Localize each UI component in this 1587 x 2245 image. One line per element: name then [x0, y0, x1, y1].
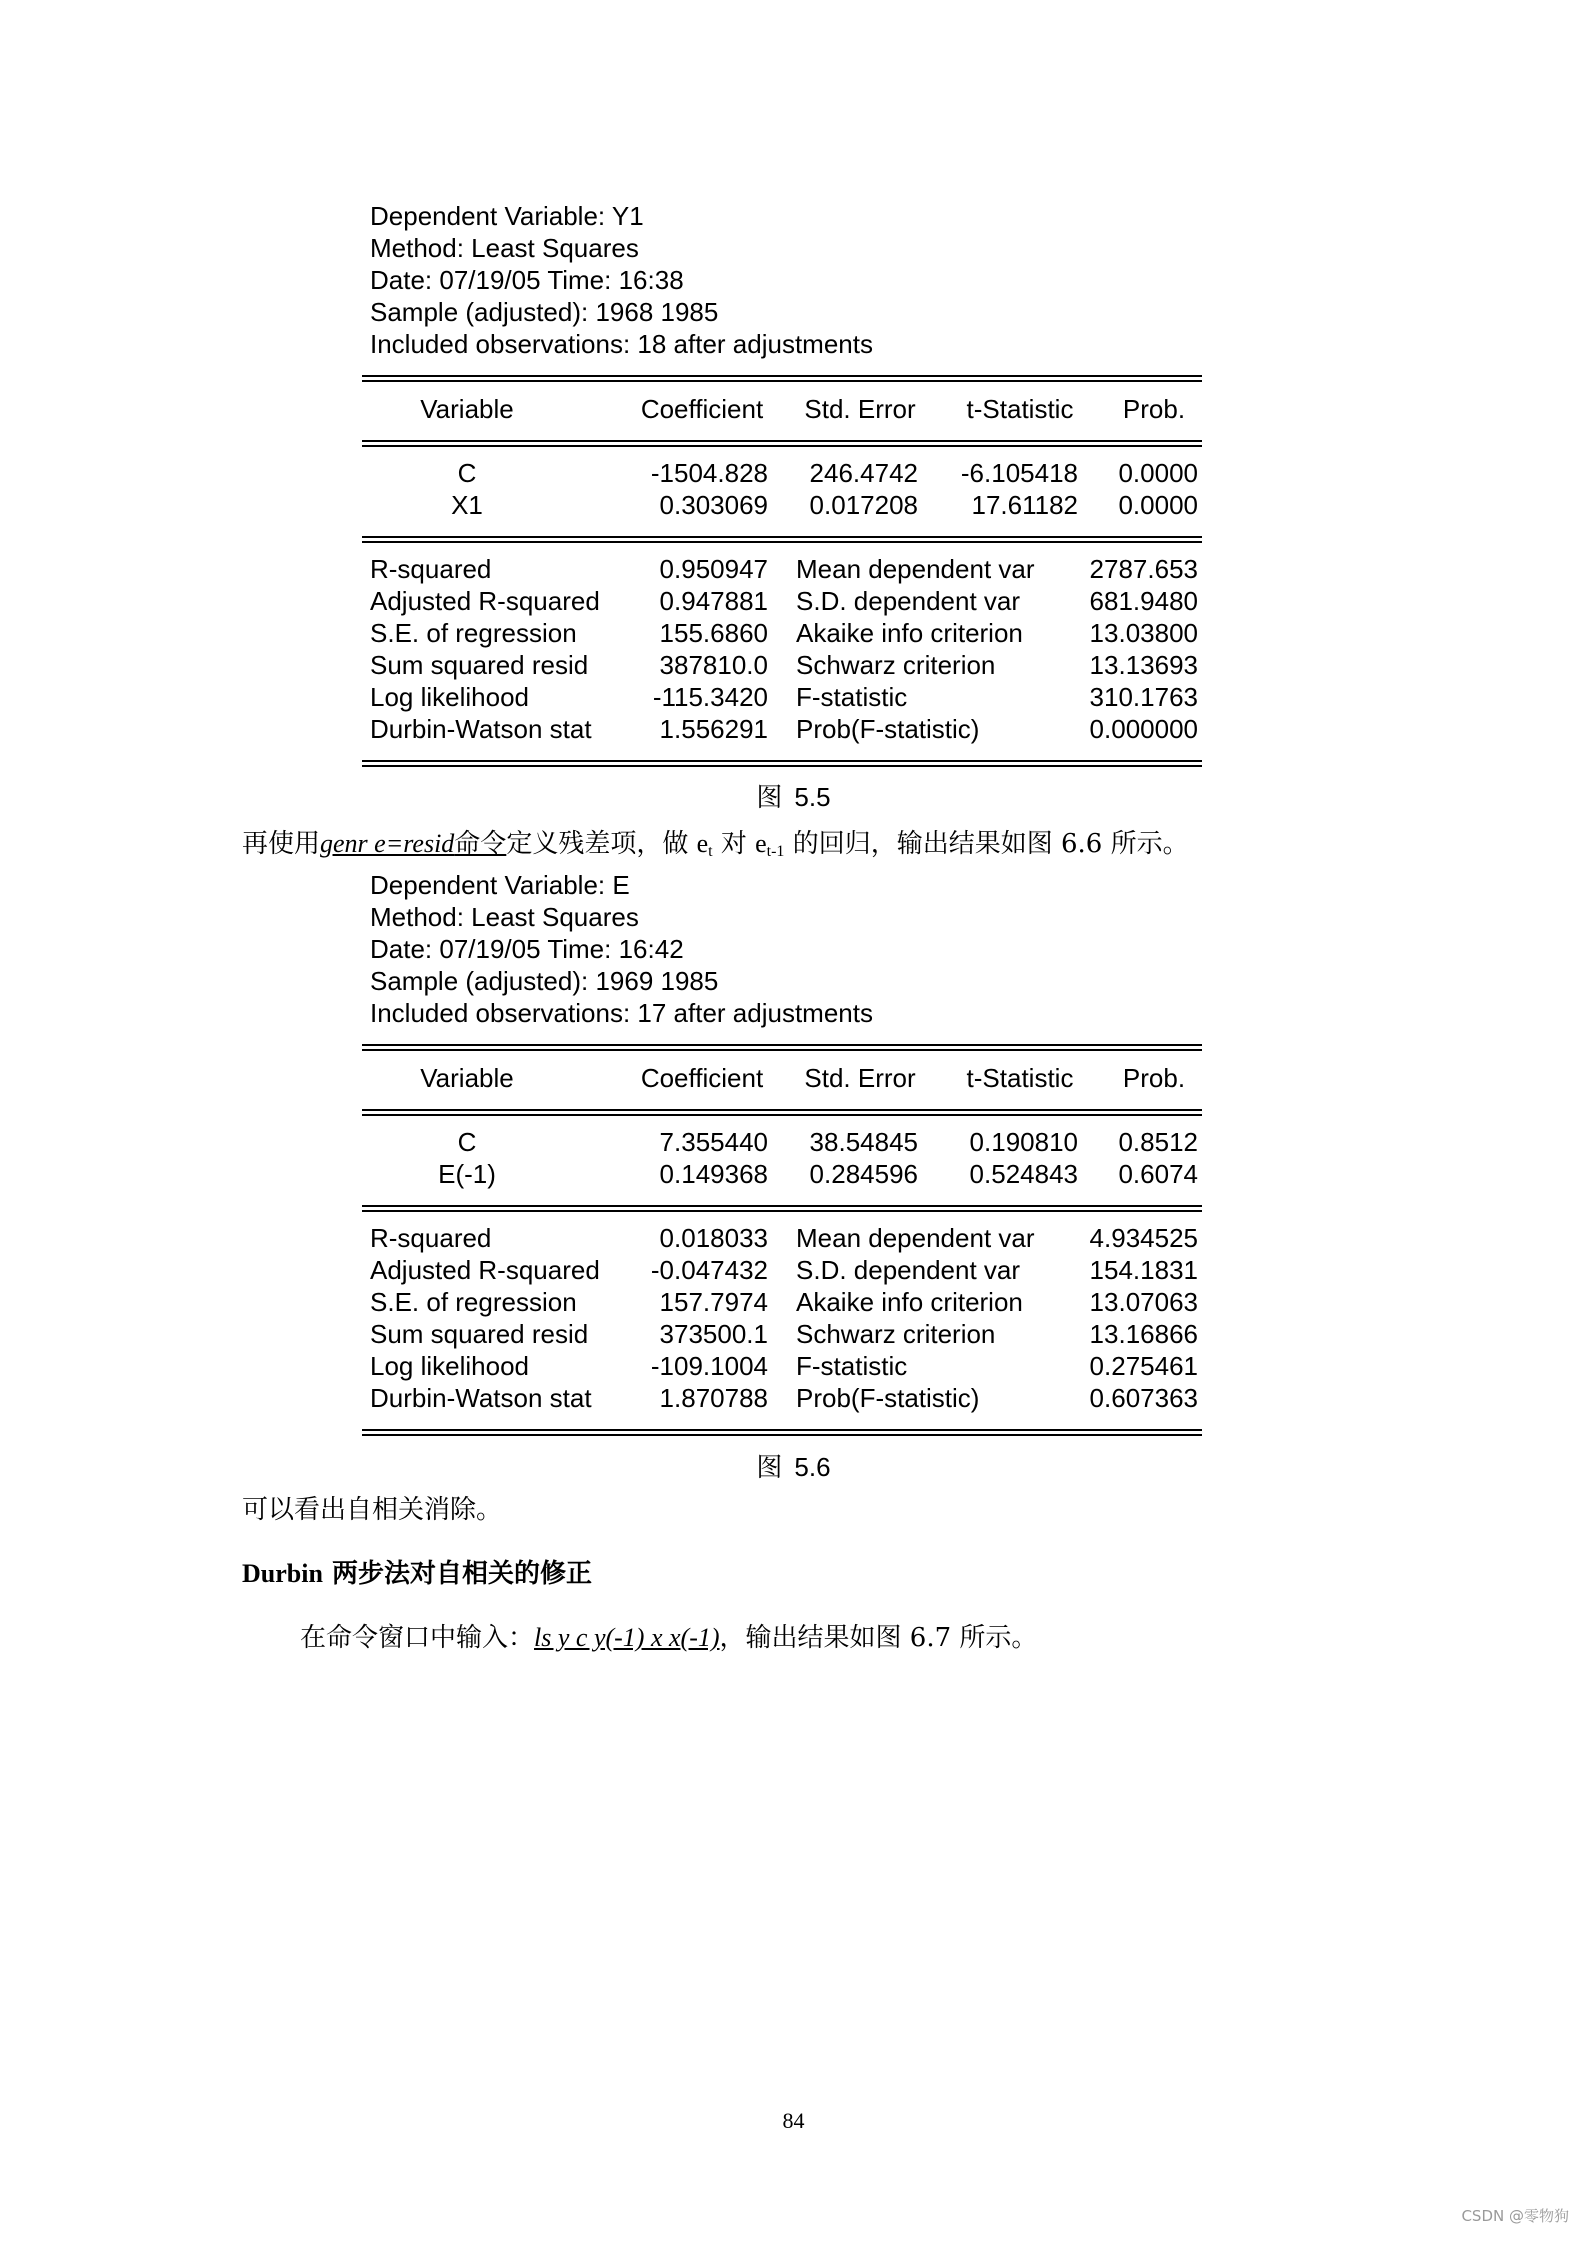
table-cell: 7.355440 [659, 1127, 768, 1157]
stat-value: 310.1763 [1089, 682, 1198, 712]
stat-label: Adjusted R-squared [370, 1255, 600, 1285]
col-header-prob: Prob. [1122, 394, 1186, 424]
sample-line: Sample (adjusted): 1969 1985 [370, 966, 719, 996]
stat-label: Durbin-Watson stat [370, 1383, 592, 1413]
table-cell: 0.8512 [1118, 1127, 1198, 1157]
stat-value: 13.13693 [1089, 650, 1198, 680]
stat-label: F-statistic [796, 1351, 908, 1381]
stat-label: S.E. of regression [370, 1287, 577, 1317]
stat-label: Prob(F-statistic) [796, 1383, 980, 1413]
stat-label: Schwarz criterion [796, 650, 996, 680]
figure-caption-5-5 [0, 780, 1587, 814]
sample-line: Sample (adjusted): 1968 1985 [370, 297, 719, 327]
math-e: e [755, 829, 767, 858]
stat-value: 0.018033 [659, 1223, 768, 1253]
dependent-variable-line: Dependent Variable: Y1 [370, 201, 644, 231]
stat-label: Log likelihood [370, 682, 530, 712]
col-header-prob: Prob. [1122, 1063, 1186, 1093]
date-line: Date: 07/19/05 Time: 16:42 [370, 934, 684, 964]
section-heading [242, 1556, 592, 1592]
stat-value: -115.3420 [652, 682, 768, 712]
stat-value: 13.16866 [1089, 1319, 1198, 1349]
table-cell: 0.524843 [969, 1159, 1078, 1189]
observations-line: Included observations: 17 after adjustments [370, 998, 873, 1028]
table-cell: 0.190810 [969, 1127, 1078, 1157]
stat-value: 0.950947 [659, 554, 768, 584]
caption-number: 5.6 [794, 1452, 831, 1482]
stat-label: Prob(F-statistic) [796, 714, 980, 744]
stat-label: Mean dependent var [796, 554, 1035, 584]
text-span: 对 [712, 829, 756, 859]
table-header-rule [362, 440, 1202, 447]
stat-label: Akaike info criterion [796, 1287, 1023, 1317]
heading-text: 两步法对自相关的修正 [322, 1559, 592, 1589]
table-cell: 0.0000 [1118, 490, 1198, 520]
col-header-std-error: Std. Error [804, 1063, 916, 1093]
stat-value: -0.047432 [650, 1255, 768, 1285]
stat-label: Schwarz criterion [796, 1319, 996, 1349]
col-header-t-statistic: t-Statistic [966, 1063, 1074, 1093]
table-cell: 0.0000 [1118, 458, 1198, 488]
table-bottom-rule [362, 1429, 1202, 1436]
page-number: 84 [782, 2108, 805, 2133]
table-bottom-rule [362, 760, 1202, 767]
stat-label: S.D. dependent var [796, 1255, 1021, 1285]
table-cell: 0.017208 [809, 490, 918, 520]
observations-line: Included observations: 18 after adjustments [370, 329, 873, 359]
caption-number: 5.5 [794, 782, 831, 812]
stat-label: F-statistic [796, 682, 908, 712]
command-text: ls y c y(-1) x x(-1) [534, 1623, 720, 1652]
stat-value: 157.7974 [659, 1287, 768, 1317]
stat-value: 1.870788 [659, 1383, 768, 1413]
table-cell: 38.54845 [809, 1127, 918, 1157]
text-span: 在命令窗口中输入： [300, 1623, 535, 1653]
stat-label: Mean dependent var [796, 1223, 1035, 1253]
method-line: Method: Least Squares [370, 902, 639, 932]
stat-label: R-squared [370, 554, 492, 584]
table-cell: -6.105418 [960, 458, 1078, 488]
stat-value: 0.000000 [1089, 714, 1198, 744]
method-line: Method: Least Squares [370, 233, 639, 263]
table-top-rule [362, 1044, 1202, 1051]
stat-value: 1.556291 [659, 714, 768, 744]
table-stats-rule [362, 1205, 1202, 1212]
stat-label: Akaike info criterion [796, 618, 1023, 648]
table-cell: 0.284596 [809, 1159, 918, 1189]
text-span: 再使用 [242, 829, 321, 859]
math-e: e [696, 829, 709, 858]
col-header-coefficient: Coefficient [640, 394, 764, 424]
col-header-t-statistic: t-Statistic [966, 394, 1074, 424]
col-header-std-error: Std. Error [804, 394, 916, 424]
stat-value: 0.947881 [659, 586, 768, 616]
text-span: 定义残差项，做 [506, 829, 697, 859]
text-span: 的回归，输出结果如图 6.6 所示。 [784, 829, 1189, 859]
table-cell: 246.4742 [809, 458, 918, 488]
date-line: Date: 07/19/05 Time: 16:38 [370, 265, 684, 295]
col-header-coefficient: Coefficient [640, 1063, 764, 1093]
stat-label: S.E. of regression [370, 618, 577, 648]
stat-value: 373500.1 [659, 1319, 768, 1349]
table-cell: C [457, 458, 477, 488]
dependent-variable-line: Dependent Variable: E [370, 870, 630, 900]
paragraph-conclusion: 可以看出自相关消除。 [242, 1495, 503, 1525]
caption-label: 图 [756, 783, 783, 813]
table-cell: 0.303069 [659, 490, 768, 520]
caption-label: 图 [756, 1453, 783, 1483]
paragraph-command [300, 1620, 1037, 1656]
stat-label: Sum squared resid [370, 1319, 589, 1349]
table-cell: 17.61182 [971, 490, 1078, 520]
stat-label: R-squared [370, 1223, 492, 1253]
text-span: 命令 [454, 829, 507, 859]
subscript: t-1 [766, 843, 785, 860]
table-top-rule [362, 375, 1202, 382]
stat-value: 13.03800 [1089, 618, 1198, 648]
stat-value: 13.07063 [1089, 1287, 1198, 1317]
heading-latin: Durbin [242, 1559, 323, 1588]
stat-value: 2787.653 [1089, 554, 1198, 584]
stat-value: 0.275461 [1089, 1351, 1198, 1381]
subscript: t [708, 843, 713, 860]
stat-label: Durbin-Watson stat [370, 714, 592, 744]
table-cell: C [457, 1127, 477, 1157]
stat-value: 4.934525 [1089, 1223, 1198, 1253]
stat-value: 387810.0 [659, 650, 768, 680]
stat-label: Sum squared resid [370, 650, 589, 680]
col-header-variable: Variable [420, 1063, 514, 1093]
col-header-variable: Variable [420, 394, 514, 424]
table-cell: X1 [451, 490, 483, 520]
paragraph-genr [242, 826, 1189, 862]
stat-value: 681.9480 [1089, 586, 1198, 616]
table-cell: E(-1) [438, 1159, 496, 1189]
table-cell: 0.6074 [1118, 1159, 1198, 1189]
stat-label: Adjusted R-squared [370, 586, 600, 616]
watermark: CSDN @零物狗 [1461, 2207, 1569, 2225]
table-cell: -1504.828 [650, 458, 768, 488]
table-header-rule [362, 1109, 1202, 1116]
command-text: genr e=resid [320, 829, 455, 858]
stat-label: S.D. dependent var [796, 586, 1021, 616]
stat-value: -109.1004 [650, 1351, 768, 1381]
table-stats-rule [362, 536, 1202, 543]
stat-value: 154.1831 [1089, 1255, 1198, 1285]
figure-caption-5-6 [0, 1450, 1587, 1484]
table-cell: 0.149368 [659, 1159, 768, 1189]
stat-value: 155.6860 [659, 618, 768, 648]
text-span: ，输出结果如图 6.7 所示。 [719, 1623, 1038, 1653]
stat-label: Log likelihood [370, 1351, 530, 1381]
stat-value: 0.607363 [1089, 1383, 1198, 1413]
